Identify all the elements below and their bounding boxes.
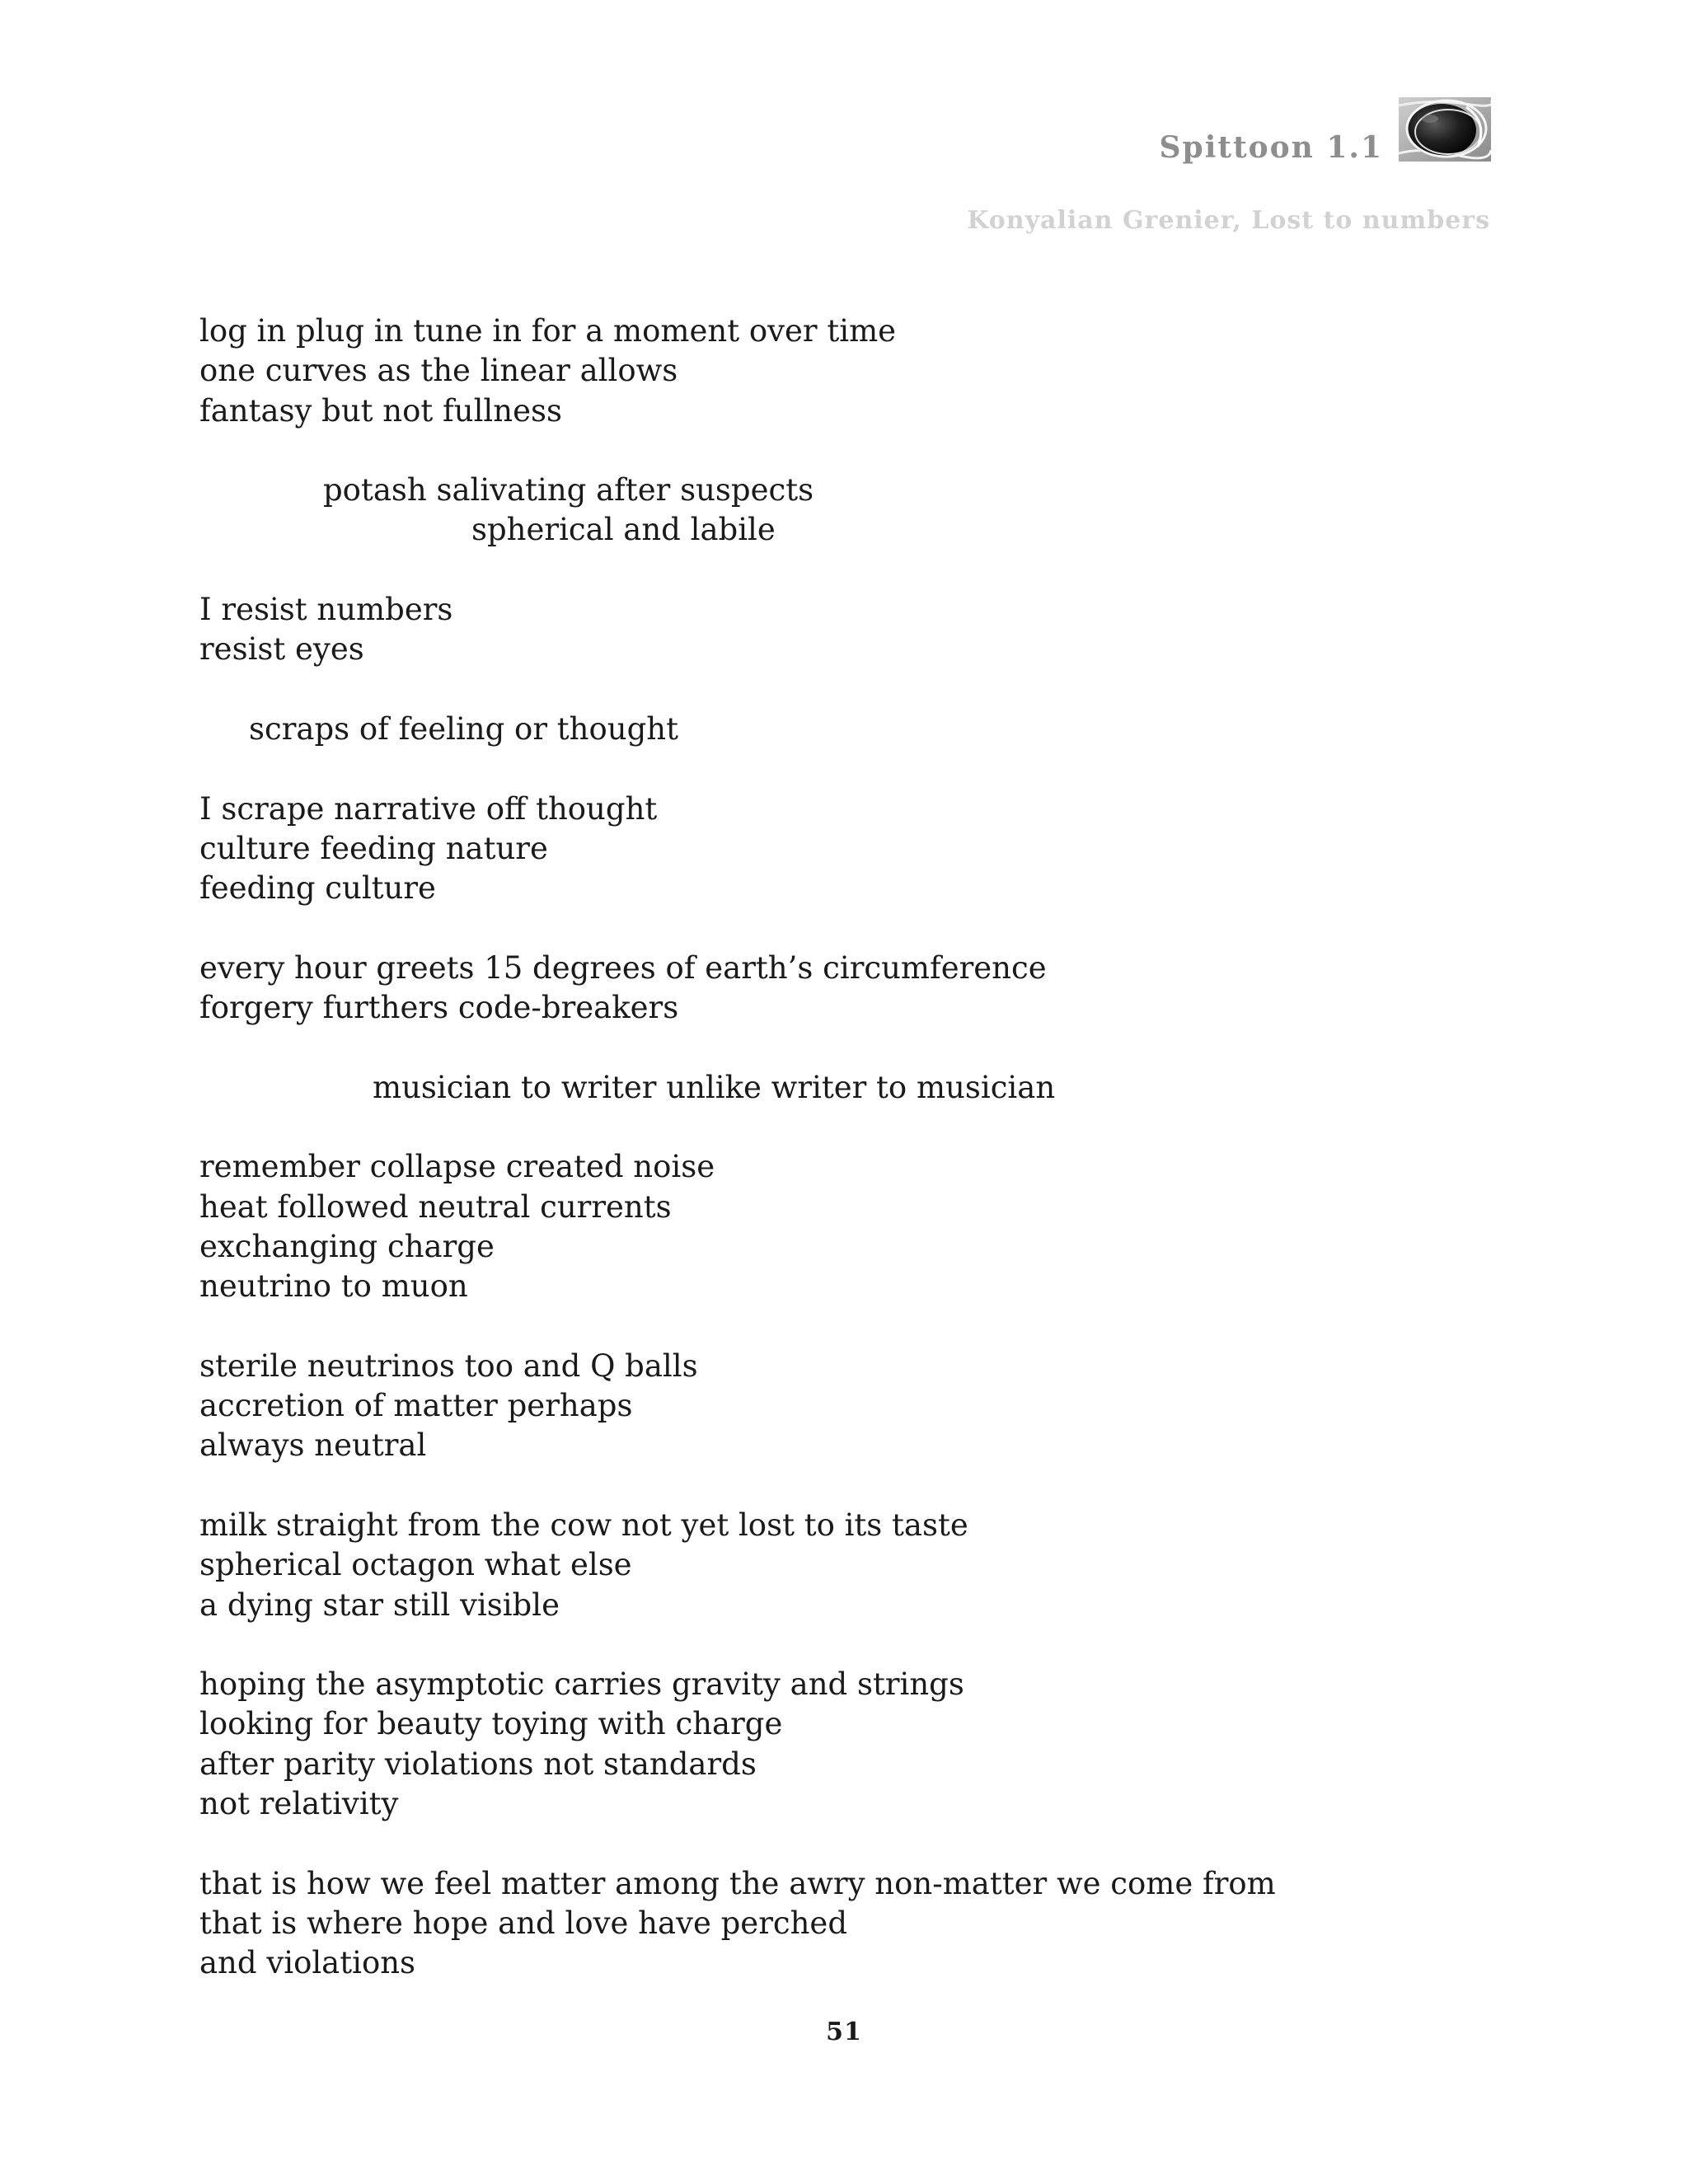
poem-line: always neutral <box>199 1427 427 1464</box>
poem-line: accretion of matter perhaps <box>199 1388 633 1424</box>
poem-line: resist eyes <box>199 631 364 668</box>
poem-stanza <box>199 1506 1601 1625</box>
stone-logo-icon <box>1399 97 1491 162</box>
poem-stanza <box>199 471 1601 551</box>
poem-line: a dying star still visible <box>199 1586 560 1623</box>
poem-line: not relativity <box>199 1785 399 1821</box>
poem-line: I scrape narrative off thought <box>199 790 658 827</box>
stanza-break <box>199 749 1601 789</box>
poem-line: remember collapse created noise <box>199 1149 715 1185</box>
stanza-break <box>199 670 1601 710</box>
poem-line: sterile neutrinos too and Q balls <box>199 1347 698 1384</box>
poem-line: neutrino to muon <box>199 1268 468 1305</box>
poem-stanza <box>199 1347 1601 1466</box>
poem-line: exchanging charge <box>199 1228 495 1264</box>
poem-line: heat followed neutral currents <box>199 1188 672 1225</box>
poem-line: forgery furthers code-breakers <box>199 990 679 1026</box>
poem-body <box>199 312 1601 1983</box>
stanza-break <box>199 1625 1601 1665</box>
poem-line: potash salivating after suspects <box>323 472 814 509</box>
poem-line: culture feeding nature <box>199 830 548 866</box>
poem-line: looking for beauty toying with charge <box>199 1706 783 1742</box>
poem-stanza <box>199 710 1601 749</box>
stanza-break <box>199 1028 1601 1067</box>
poem-line: that is how we feel matter among the awry non-matter we come from <box>199 1865 1276 1901</box>
stanza-break <box>199 1466 1601 1506</box>
poem-stanza <box>199 1068 1601 1108</box>
page-number: 51 <box>826 2018 862 2046</box>
poem-line: hoping the asymptotic carries gravity and strings <box>199 1666 964 1703</box>
stanza-break <box>199 1108 1601 1147</box>
poem-line: every hour greets 15 degrees of earth’s circumference <box>199 949 1047 986</box>
stanza-break <box>199 1306 1601 1346</box>
poem-stanza <box>199 1665 1601 1824</box>
poem-stanza <box>199 590 1601 670</box>
poem-line: fantasy but not fullness <box>199 392 562 429</box>
poem-line: milk straight from the cow not yet lost to its taste <box>199 1507 968 1543</box>
journal-title: Spittoon 1.1 <box>1159 130 1383 165</box>
poem-line: after parity violations not standards <box>199 1746 757 1782</box>
poem-line: feeding culture <box>199 870 436 907</box>
poem-stanza <box>199 312 1601 431</box>
poem-stanza <box>199 790 1601 909</box>
stanza-break <box>199 551 1601 590</box>
poem-stanza <box>199 949 1601 1029</box>
article-running-head: Konyalian Grenier, Lost to numbers <box>967 206 1490 235</box>
poem-line: spherical octagon what else <box>199 1547 632 1583</box>
poem-line: and violations <box>199 1945 416 1981</box>
stanza-break <box>199 1824 1601 1863</box>
poem-stanza <box>199 1864 1601 1984</box>
poem-line: that is where hope and love have perched <box>199 1905 848 1941</box>
poem-line: musician to writer unlike writer to musician <box>373 1069 1056 1105</box>
poem-line: log in plug in tune in for a moment over time <box>199 313 897 349</box>
poem-line: I resist numbers <box>199 592 453 628</box>
stanza-break <box>199 431 1601 471</box>
stanza-break <box>199 908 1601 948</box>
poem-line: scraps of feeling or thought <box>249 710 678 747</box>
poem-line: spherical and labile <box>471 512 776 548</box>
poem-line: one curves as the linear allows <box>199 353 678 389</box>
poem-stanza <box>199 1147 1601 1306</box>
